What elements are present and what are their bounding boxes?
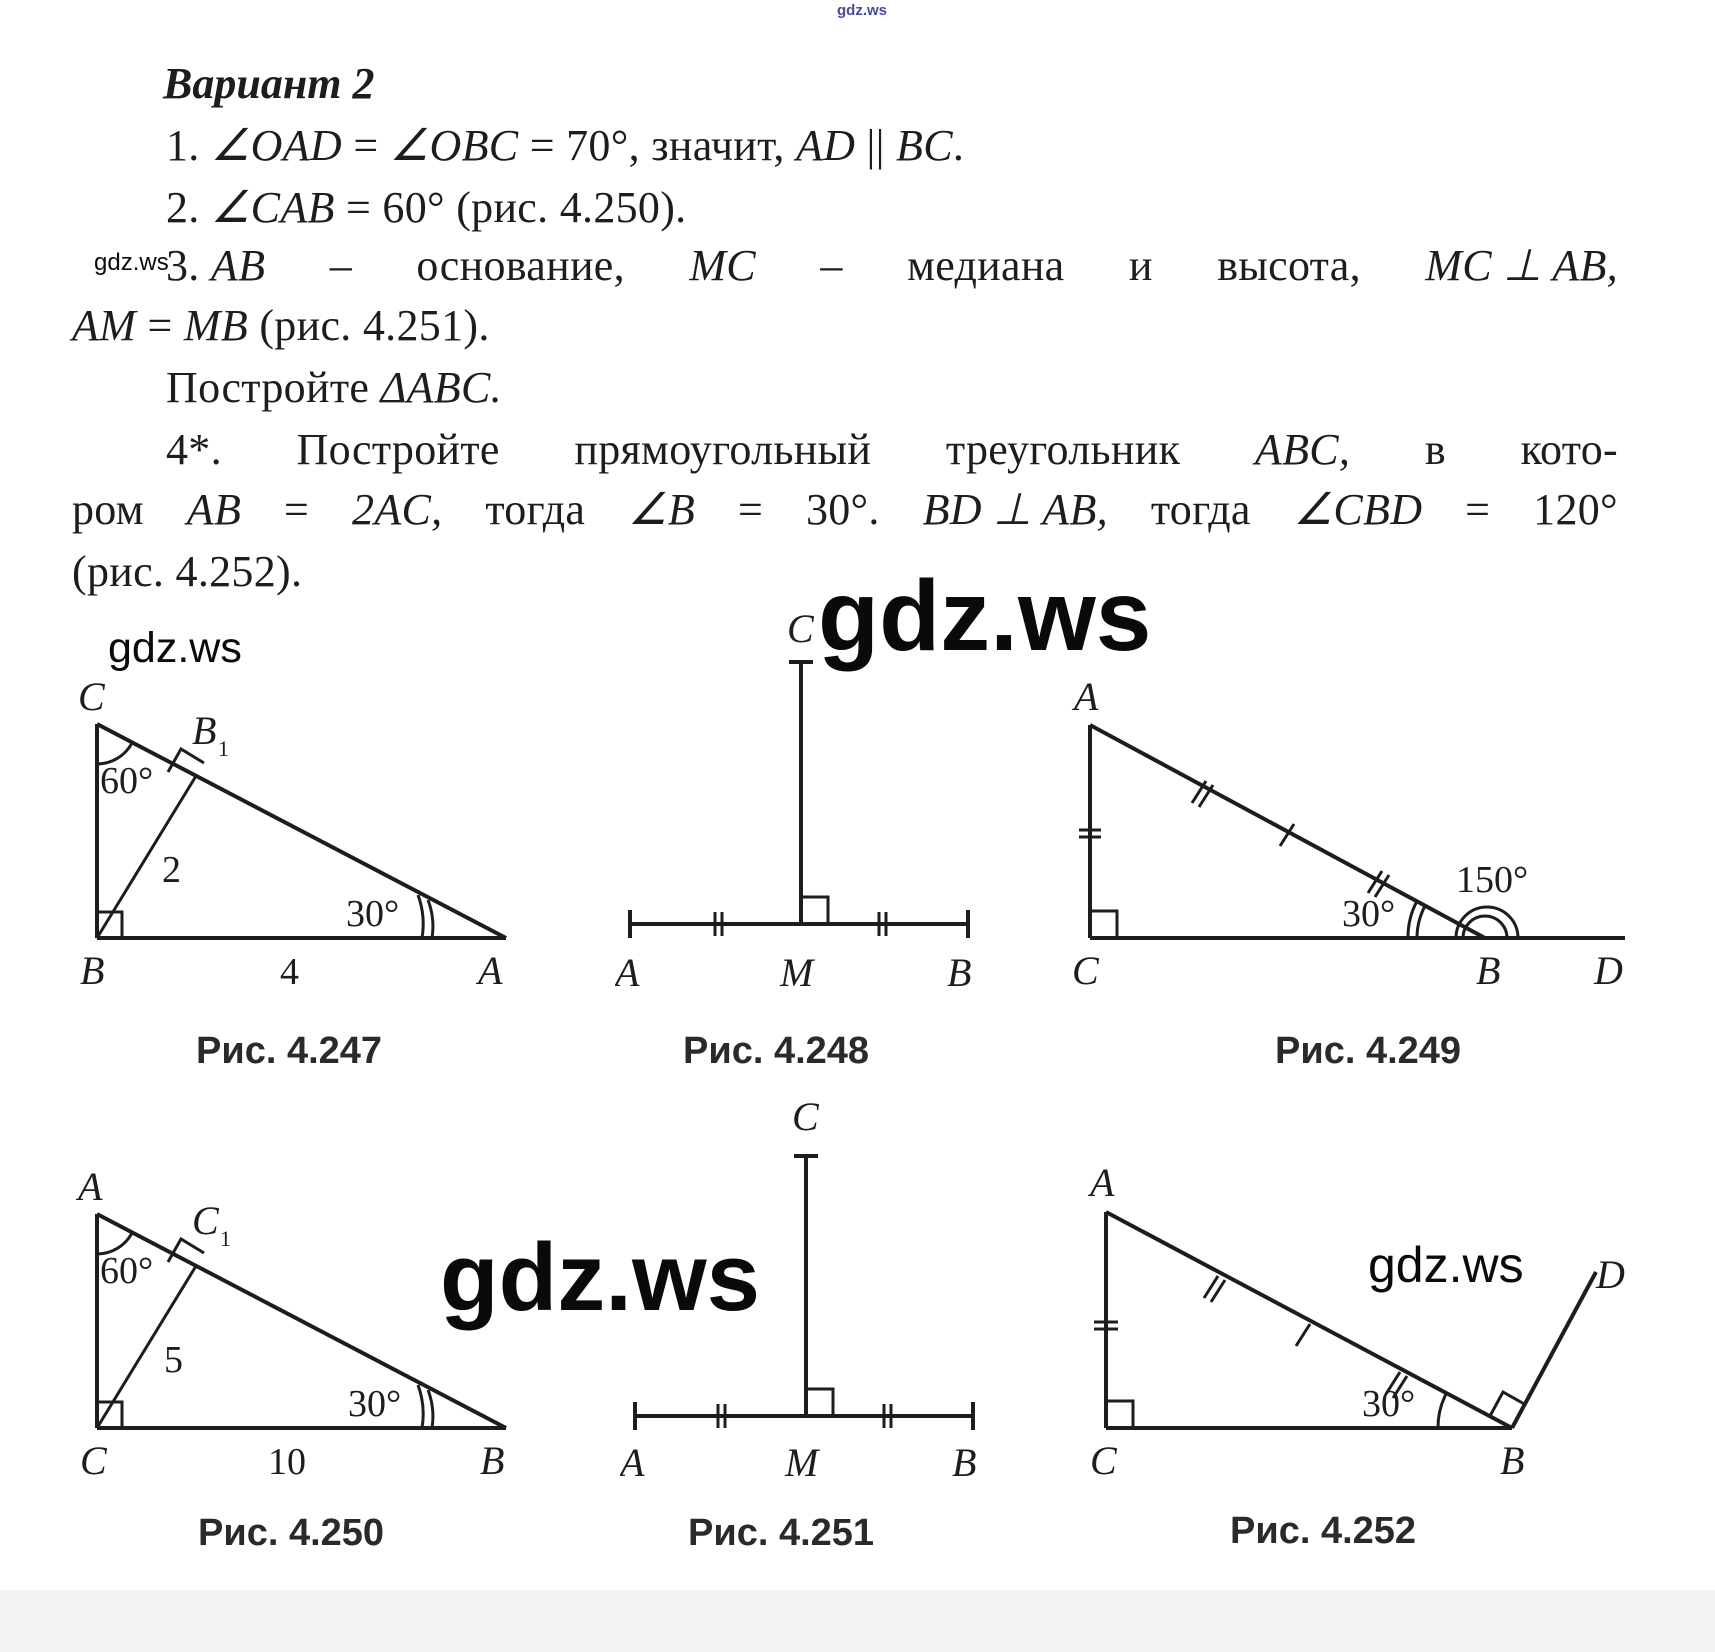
item-4-line-1 bbox=[166, 424, 1618, 475]
item-3-perp: MC ⊥ AB, bbox=[1425, 241, 1618, 290]
figure-4-247 bbox=[60, 660, 530, 1010]
item-3-dash-2: – bbox=[820, 241, 843, 290]
item-4-line-3: (рис. 4.252). bbox=[72, 547, 303, 596]
label-b: B bbox=[947, 950, 972, 995]
caption-4-247: Рис. 4.247 bbox=[196, 1030, 383, 1072]
label-a: A bbox=[78, 1164, 103, 1209]
base-4: 4 bbox=[280, 951, 299, 993]
label-c1-sub: 1 bbox=[220, 1226, 231, 1251]
item-3-line-3 bbox=[166, 362, 502, 413]
label-c1: C bbox=[192, 1198, 219, 1243]
item-4-word-2: прямоугольный bbox=[574, 425, 872, 474]
item-1-bc: BC bbox=[896, 121, 953, 170]
item-3-dash: – bbox=[329, 241, 352, 290]
variant-title: Вариант 2 bbox=[163, 59, 375, 108]
item-3-am: AM bbox=[72, 301, 137, 350]
item-4-m12: = bbox=[1465, 485, 1491, 534]
watermark-bottom-center: gdz.ws bbox=[440, 1224, 761, 1331]
item-1-number: 1. bbox=[166, 121, 200, 170]
item-3-word: основание, bbox=[416, 241, 625, 290]
label-c: C bbox=[792, 1094, 819, 1139]
label-c: C bbox=[1072, 948, 1099, 993]
item-2-number: 2. bbox=[166, 183, 200, 232]
angle-150: 150° bbox=[1456, 859, 1529, 901]
label-b1-sub: 1 bbox=[218, 736, 229, 761]
item-1-angle-oad: ∠OAD bbox=[210, 121, 342, 170]
angle-30: 30° bbox=[1342, 893, 1396, 935]
label-d: D bbox=[1594, 948, 1623, 993]
label-c: C bbox=[80, 1438, 107, 1483]
watermark-fig-left: gdz.ws bbox=[108, 624, 242, 672]
item-4-word-5: в bbox=[1424, 425, 1446, 474]
label-a: A bbox=[1090, 1160, 1115, 1205]
watermark-fig-center: gdz.ws bbox=[818, 560, 1152, 672]
item-4-abc: ABC, bbox=[1254, 425, 1351, 474]
item-2 bbox=[166, 182, 686, 233]
label-m: M bbox=[780, 950, 814, 995]
caption-4-252: Рис. 4.252 bbox=[1230, 1510, 1417, 1552]
segment-5: 5 bbox=[164, 1339, 183, 1381]
item-3-ab: AB bbox=[210, 241, 266, 290]
caption-4-251: Рис. 4.251 bbox=[688, 1512, 875, 1554]
item-4-m6: ∠B bbox=[628, 485, 696, 534]
caption-4-249: Рис. 4.249 bbox=[1275, 1030, 1462, 1072]
item-4-line-2 bbox=[72, 484, 1618, 535]
item-2-rest: = 60° (рис. 4.250). bbox=[345, 183, 687, 232]
segment-2: 2 bbox=[162, 849, 181, 891]
item-1-ad: AD bbox=[795, 121, 856, 170]
item-1-end: . bbox=[952, 121, 965, 170]
label-c: C bbox=[78, 674, 105, 719]
angle-30: 30° bbox=[348, 1383, 402, 1425]
item-4-m4: 2AC, bbox=[352, 485, 443, 534]
figure-4-252 bbox=[1060, 1160, 1650, 1490]
item-2-angle-cab: ∠CAB bbox=[210, 183, 335, 232]
label-a: A bbox=[620, 1440, 645, 1485]
item-1-parallel: || bbox=[866, 121, 885, 170]
item-4-m3: = bbox=[284, 485, 310, 534]
item-3-line-1 bbox=[166, 240, 1618, 291]
item-3-number: 3. bbox=[166, 241, 200, 290]
figure-4-250 bbox=[60, 1152, 530, 1492]
label-b1: B bbox=[192, 708, 217, 753]
item-4-m5: тогда bbox=[485, 485, 586, 534]
label-a: A bbox=[478, 948, 503, 993]
item-3-word-4: высота, bbox=[1217, 241, 1361, 290]
item-4-word-3: треугольник bbox=[945, 425, 1181, 474]
item-3-construct: Постройте bbox=[166, 363, 370, 412]
item-4-m2: AB bbox=[186, 485, 242, 534]
item-4-word-6: кото- bbox=[1520, 425, 1618, 474]
item-3-word-3: и bbox=[1128, 241, 1153, 290]
label-c: C bbox=[787, 606, 814, 651]
item-1-eq: = bbox=[353, 121, 379, 170]
item-4-word-1: Постройте bbox=[296, 425, 500, 474]
label-a: A bbox=[1074, 674, 1099, 719]
figure-4-248 bbox=[615, 596, 985, 1006]
caption-4-248: Рис. 4.248 bbox=[683, 1030, 870, 1072]
angle-30: 30° bbox=[1362, 1383, 1416, 1425]
item-3-word-2: медиана bbox=[907, 241, 1065, 290]
label-b: B bbox=[952, 1440, 977, 1485]
caption-4-250: Рис. 4.250 bbox=[198, 1512, 385, 1554]
angle-60: 60° bbox=[100, 1250, 154, 1292]
item-3-mc: MC bbox=[689, 241, 756, 290]
item-3-mb: MB bbox=[183, 301, 249, 350]
item-4-m1: ром bbox=[72, 485, 144, 534]
item-4-m11: ∠CBD bbox=[1293, 485, 1423, 534]
item-3-line-2 bbox=[72, 300, 490, 351]
item-1-rest: = 70°, значит, bbox=[529, 121, 785, 170]
item-4-m9: BD ⊥ AB, bbox=[922, 485, 1108, 534]
label-b: B bbox=[1476, 948, 1501, 993]
figure-4-249 bbox=[1060, 670, 1650, 1010]
item-3-ref: (рис. 4.251). bbox=[259, 301, 490, 350]
label-b: B bbox=[1500, 1438, 1525, 1483]
watermark-bottom-right: gdz.ws bbox=[1368, 1237, 1524, 1293]
page-bottom-band bbox=[0, 1590, 1715, 1652]
item-1 bbox=[166, 120, 964, 171]
item-4-m13: 120° bbox=[1533, 485, 1618, 534]
base-10: 10 bbox=[268, 1441, 306, 1483]
figure-4-251 bbox=[620, 1090, 990, 1490]
item-3-triangle: ΔABC. bbox=[380, 363, 502, 412]
item-4-m7: = bbox=[737, 485, 764, 534]
item-3-eq: = bbox=[147, 301, 173, 350]
angle-60: 60° bbox=[100, 760, 154, 802]
label-b: B bbox=[80, 948, 105, 993]
label-a: A bbox=[615, 950, 640, 995]
label-m: M bbox=[785, 1440, 819, 1485]
label-b: B bbox=[480, 1438, 505, 1483]
watermark-side: gdz.ws bbox=[94, 249, 169, 276]
item-4-number: 4*. bbox=[166, 425, 222, 474]
label-c: C bbox=[1090, 1438, 1117, 1483]
watermark-top: gdz.ws bbox=[837, 2, 888, 19]
item-1-angle-obc: ∠OBC bbox=[389, 121, 519, 170]
label-d: D bbox=[1596, 1252, 1625, 1297]
item-4-m8: 30°. bbox=[805, 485, 880, 534]
angle-30: 30° bbox=[346, 893, 400, 935]
item-4-m10: тогда bbox=[1150, 485, 1251, 534]
